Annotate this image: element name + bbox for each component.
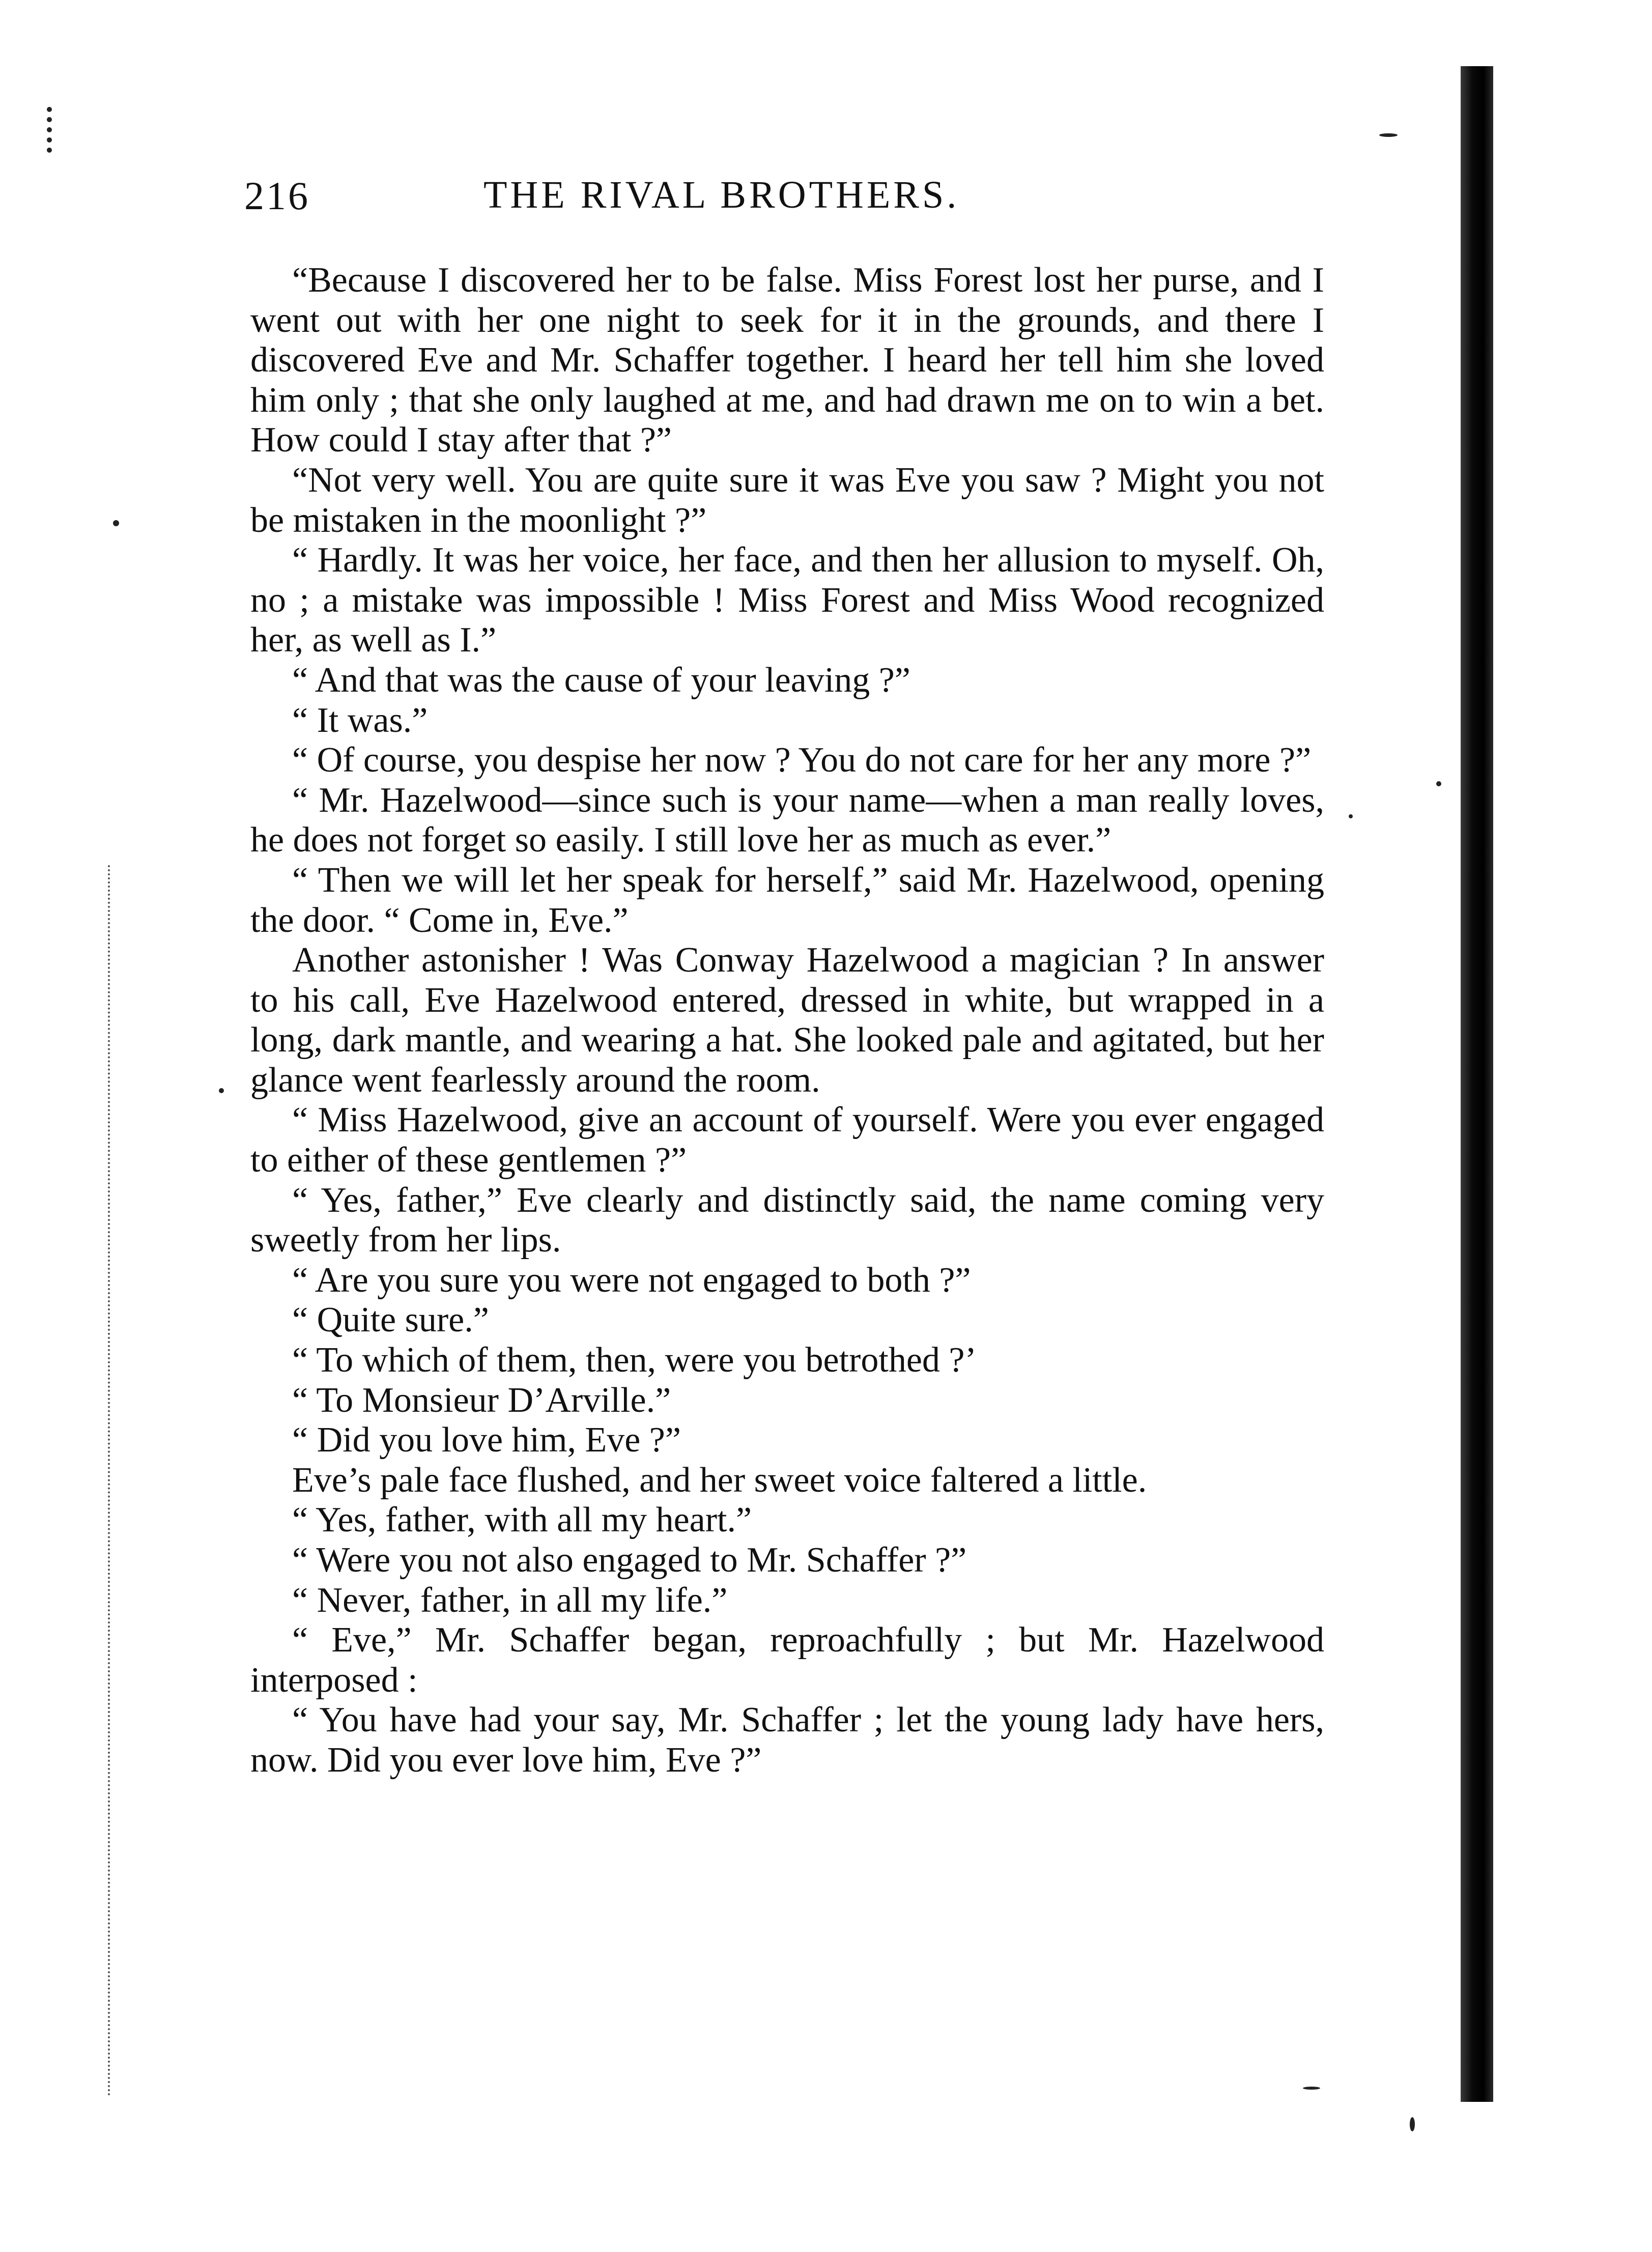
corner-scan-mark [47,107,72,153]
paragraph: “ Hardly. It was her voice, her face, and then her allusion to myself. Oh, no ; a mistake was impossible ! Miss Forest and Miss Wood recognized her, as well as I.” [250,540,1324,660]
paragraph: “ Then we will let her speak for herself,” said Mr. Hazelwood, opening the door. “ Come in, Eve.” [250,860,1324,940]
scan-speck [113,520,119,526]
scan-speck [1379,133,1398,137]
paragraph: “ Of course, you despise her now ? You do not care for her any more ?” [292,740,1312,780]
body-text [250,261,1324,1781]
paragraph: “ Were you not also engaged to Mr. Schaffer ?” [292,1541,967,1580]
paragraph: “ Are you sure you were not engaged to both ?” [292,1260,971,1300]
scan-speck [1349,814,1353,818]
paragraph: “ It was.” [292,700,428,740]
paragraph: “ Yes, father,” Eve clearly and distinctly said, the name coming very sweetly from her lips. [250,1180,1324,1260]
page-number: 216 [244,174,310,218]
page-header [244,173,1313,229]
paragraph: “ Did you love him, Eve ?” [292,1420,681,1460]
paragraph: “ Eve,” Mr. Schaffer began, reproachfully ; but Mr. Hazelwood interposed : [250,1620,1324,1700]
left-margin-scan-marks [108,865,113,2097]
scan-speck [1303,2087,1320,2090]
paragraph: “ And that was the cause of your leaving ?” [292,660,910,700]
paragraph: “ Quite sure.” [292,1300,489,1340]
paragraph: “ Never, father, in all my life.” [292,1580,728,1620]
paragraph: “ Miss Hazelwood, give an account of yourself. Were you ever engaged to either of these gentlemen ?” [250,1100,1324,1180]
right-binding-shadow [1461,66,1493,2102]
scan-speck [219,1088,224,1093]
paragraph: “ To which of them, then, were you betrothed ?’ [292,1341,977,1380]
scan-speck [1410,2117,1415,2131]
paragraph: Eve’s pale face flushed, and her sweet voice faltered a little. [292,1460,1147,1500]
running-title: THE RIVAL BROTHERS. [483,174,960,216]
paragraph: “ Mr. Hazelwood—since such is your name—when a man really loves, he does not forget so easily. I still love her as much as ever.” [250,780,1324,860]
scan-speck [1436,781,1441,786]
paragraph: “Not very well. You are quite sure it was Eve you saw ? Might you not be mistaken in the moonlight ?” [250,460,1324,540]
paragraph: Another astonisher ! Was Conway Hazelwood a magician ? In answer to his call, Eve Hazelwood entered, dressed in white, but wrapped in a long, dark mantle, and wearing a hat. She looked pale and agitated, but her glance went fearlessly around the room. [250,940,1324,1100]
paragraph: “ Yes, father, with all my heart.” [292,1500,752,1540]
paragraph: “ To Monsieur D’Arville.” [292,1380,671,1420]
paragraph: “ You have had your say, Mr. Schaffer ; let the young lady have hers, now. Did you ever love him, Eve ?” [250,1700,1324,1780]
paragraph: “Because I discovered her to be false. Miss Forest lost her purse, and I went out with her one night to seek for it in the grounds, and there I discovered Eve and Mr. Schaffer together. I heard her tell him she loved him only ; that she only laughed at me, and had drawn me on to win a bet. How could I stay after that ?” [250,261,1324,460]
